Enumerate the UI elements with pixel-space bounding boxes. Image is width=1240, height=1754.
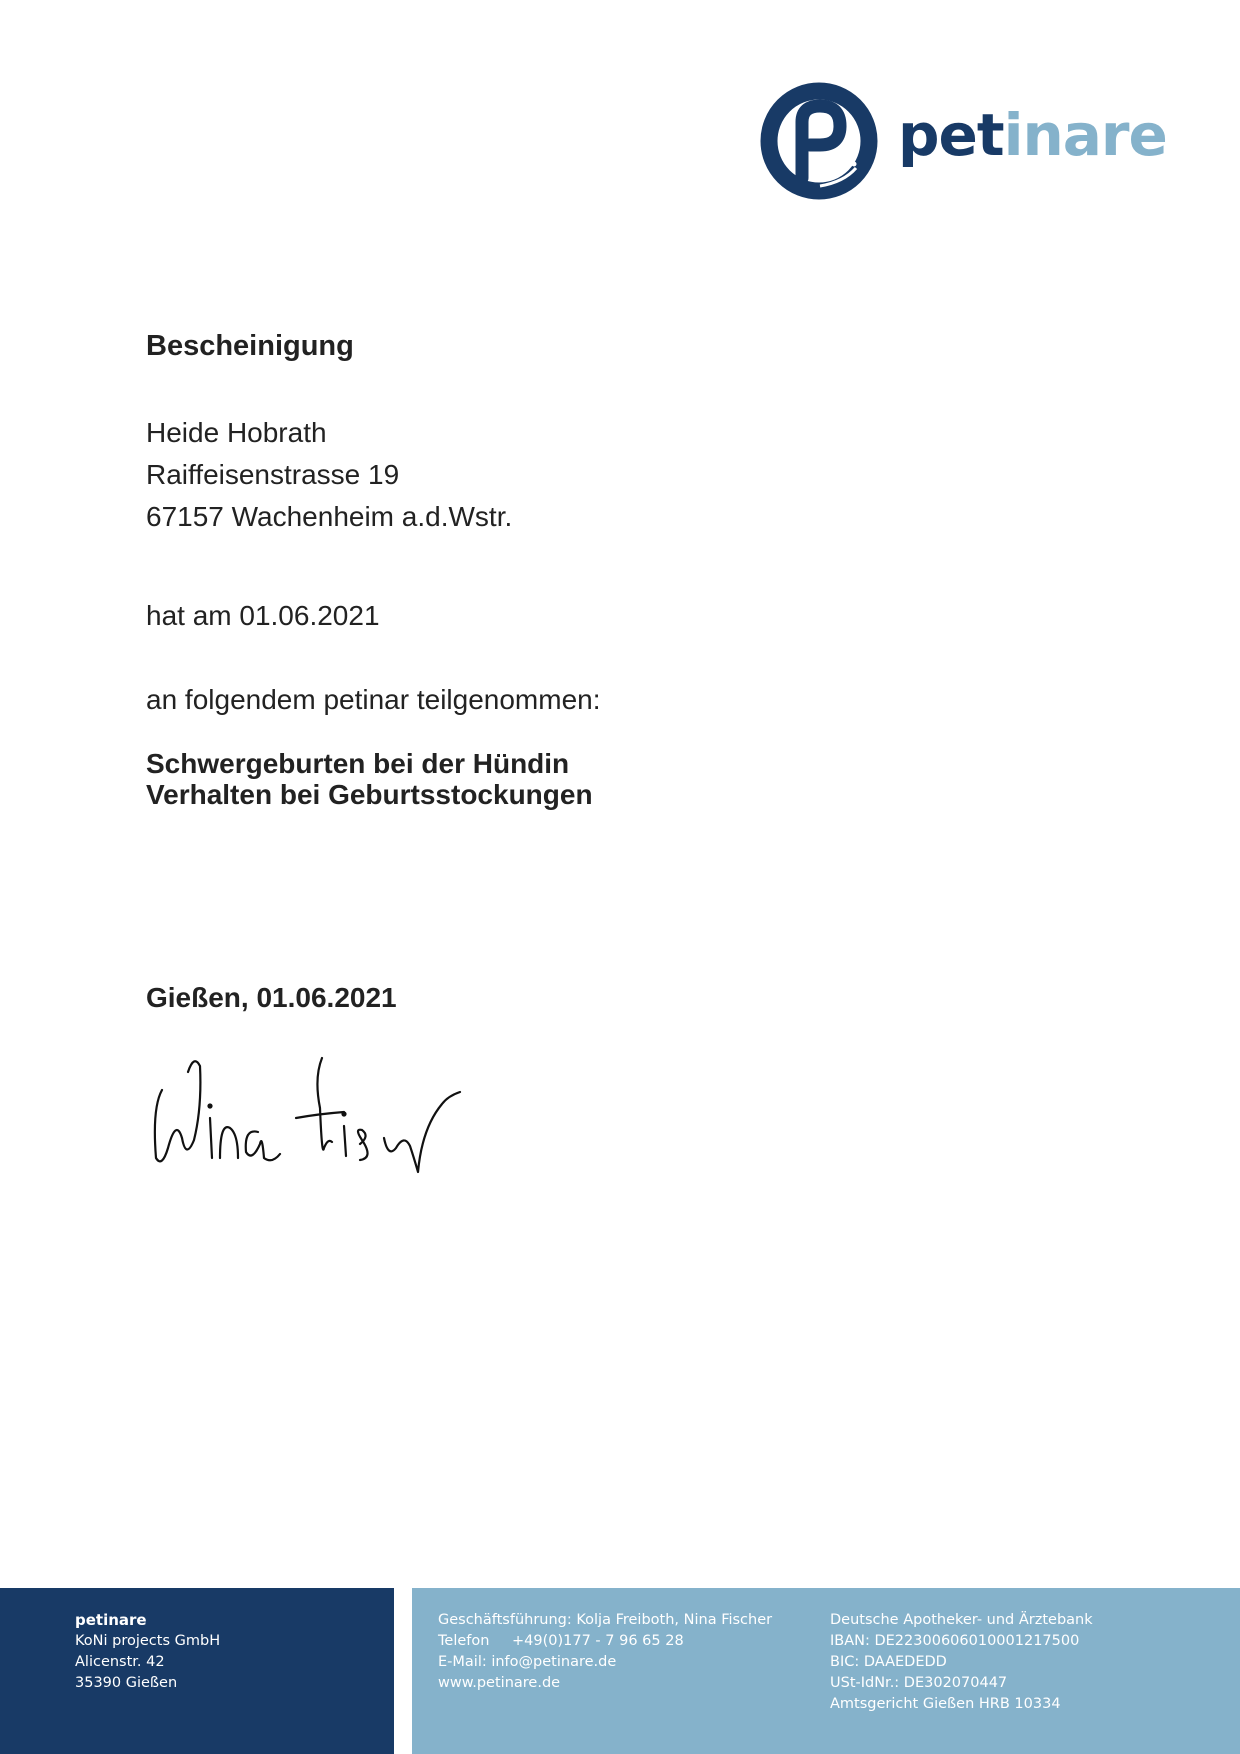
company-city: 35390 Gießen xyxy=(75,1675,178,1691)
iban: IBAN: DE22300606010001217500 xyxy=(830,1633,1080,1649)
place-and-date: Gießen, 01.06.2021 xyxy=(146,982,397,1013)
bank-name: Deutsche Apotheker- und Ärztebank xyxy=(830,1612,1093,1628)
bic: BIC: DAAEDEDD xyxy=(830,1654,947,1670)
footer-company-block xyxy=(0,1588,394,1754)
phone-row xyxy=(438,1631,772,1652)
recipient-name: Heide Hobrath xyxy=(146,417,327,448)
recipient-street: Raiffeisenstrasse 19 xyxy=(146,459,400,490)
signature xyxy=(148,1048,488,1176)
participation-date: hat am 01.06.2021 xyxy=(146,600,380,631)
petinare-wordmark: petinare xyxy=(898,101,1167,169)
website: www.petinare.de xyxy=(438,1675,561,1691)
participation-intro: an folgendem petinar teilgenommen: xyxy=(146,684,601,715)
vat-id: USt-IdNr.: DE302070447 xyxy=(830,1675,1008,1691)
company-info xyxy=(75,1610,220,1694)
course-title-line1: Schwergeburten bei der Hündin xyxy=(146,748,570,779)
company-name: KoNi projects GmbH xyxy=(75,1633,221,1649)
document-title: Bescheinigung xyxy=(146,330,354,362)
petinare-logo xyxy=(760,82,1167,204)
phone-number: +49(0)177 - 7 96 65 28 xyxy=(512,1633,684,1649)
course-title xyxy=(146,748,593,810)
petinare-logo-icon xyxy=(760,82,878,200)
company-street: Alicenstr. 42 xyxy=(75,1654,165,1670)
contact-info xyxy=(438,1610,772,1694)
court-registration: Amtsgericht Gießen HRB 10334 xyxy=(830,1696,1061,1712)
email: E-Mail: info@petinare.de xyxy=(438,1654,617,1670)
management: Geschäftsführung: Kolja Freiboth, Nina Fischer xyxy=(438,1612,773,1628)
bank-info xyxy=(830,1610,1093,1715)
course-title-line2: Verhalten bei Geburtsstockungen xyxy=(146,779,593,810)
footer-brand: petinare xyxy=(75,1611,147,1629)
phone-label: Telefon xyxy=(438,1633,490,1649)
footer-details-block xyxy=(412,1588,1240,1754)
recipient-address xyxy=(146,412,512,538)
recipient-city: 67157 Wachenheim a.d.Wstr. xyxy=(146,501,513,532)
